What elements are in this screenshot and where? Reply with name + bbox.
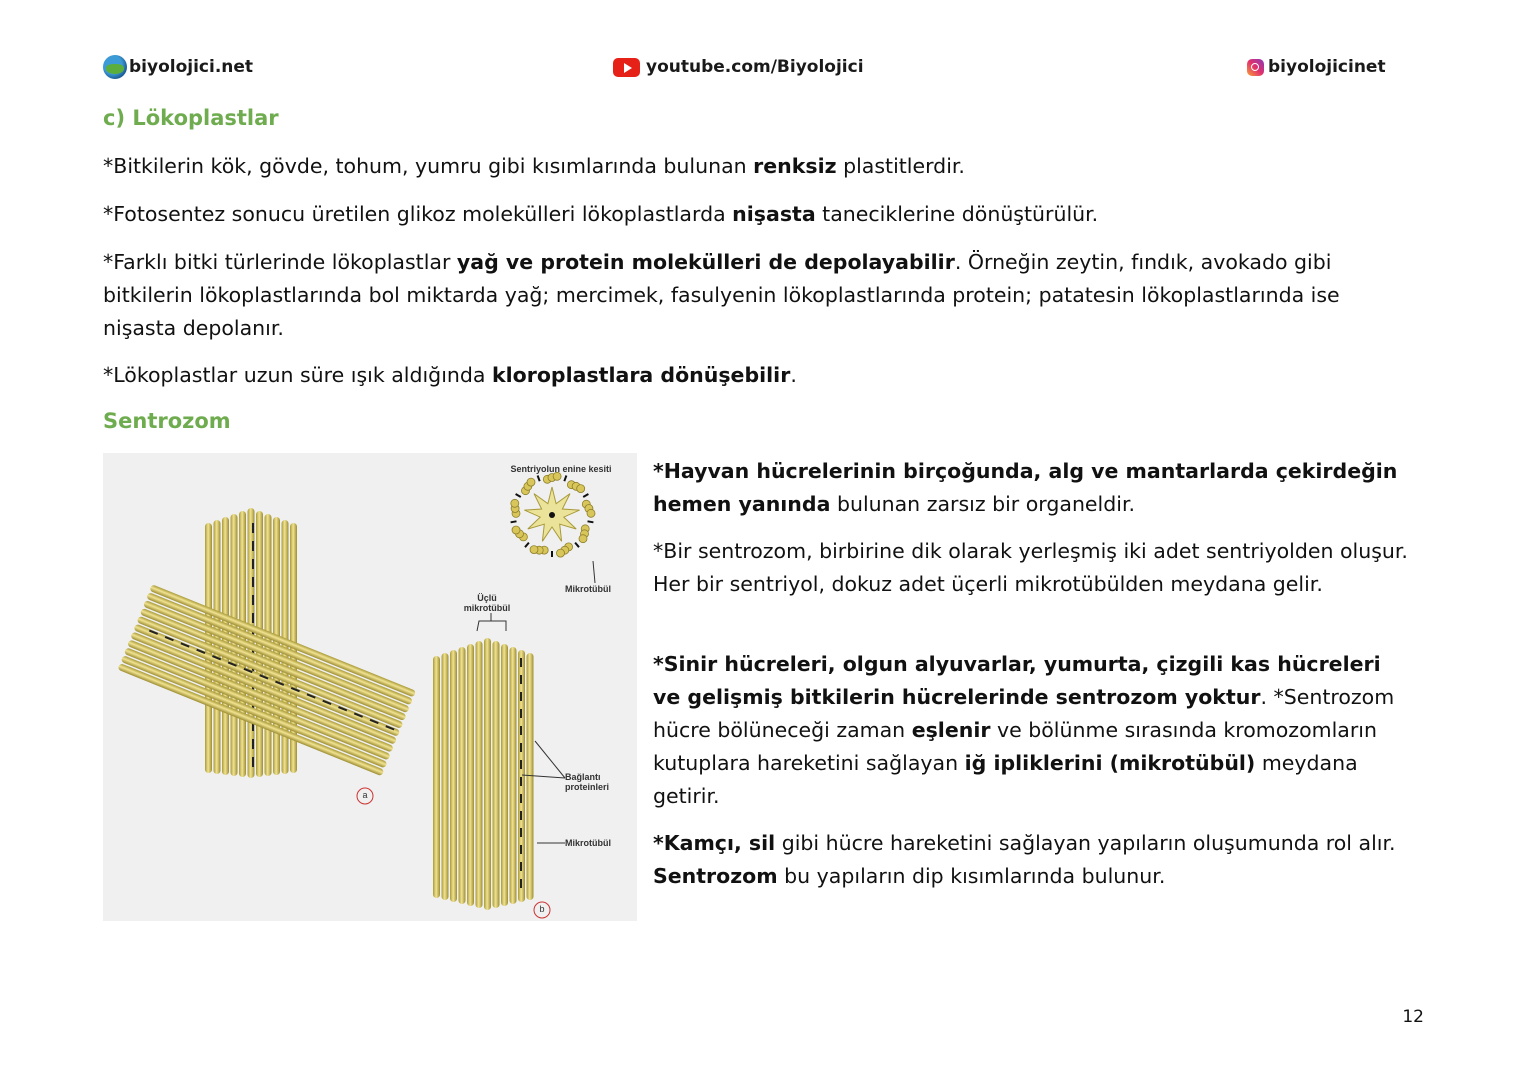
label-b: b [539, 904, 545, 914]
label-linker-proteins: Bağlantı proteinleri [565, 772, 610, 792]
text: *Fotosentez sonucu üretilen glikoz molekülleri lökoplastlarda [103, 202, 733, 226]
centriole-b [433, 638, 534, 910]
cross-section-diagram [511, 472, 595, 557]
microtubule [442, 653, 449, 900]
microtubule [433, 656, 440, 898]
paragraph-lokoplast-3 [103, 246, 1413, 345]
centriole-illustration [103, 453, 637, 921]
triplet-tubule [587, 509, 595, 517]
microtubule [459, 647, 466, 904]
paragraph-sentrozom-2: *Bir sentrozom, birbirine dik olarak yerleşmiş iki adet sentriyolden oluşur. Her bir sentriyol, dokuz adet üçerli mikrotübülden meydana gelir. [653, 539, 1408, 596]
text: bu yapıların dip kısımlarında bulunur. [777, 864, 1166, 888]
label-microtubule-top: Mikrotübül [565, 584, 611, 594]
label-cross-section: Sentriyolun enine kesiti [510, 464, 612, 474]
bold-text: renksiz [753, 154, 837, 178]
section-title-lokoplastlar: c) Lökoplastlar [103, 106, 279, 130]
text: *Farklı bitki türlerinde lökoplastlar [103, 250, 457, 274]
triplet-tubule [527, 478, 535, 486]
linker [525, 543, 529, 548]
bracket-line [477, 613, 506, 631]
linker [583, 494, 588, 497]
linker [516, 494, 521, 497]
linker [588, 521, 594, 522]
linker [511, 521, 517, 522]
bold-text: *Sinir hücreleri, olgun alyuvarlar, yumurta, çizgili kas hücreleri ve gelişmiş bitkilerin hücrelerinde sentrozom yoktur [653, 652, 1381, 709]
linker [564, 476, 566, 482]
microtubule [493, 641, 500, 908]
microtubule [501, 644, 508, 906]
bold-text: nişasta [732, 202, 816, 226]
instagram-icon [1247, 59, 1264, 76]
bold-text: Sentrozom [653, 864, 778, 888]
text: bulunan zarsız bir organeldir. [830, 492, 1136, 516]
site-link[interactable]: biyolojici.net [129, 57, 254, 77]
bold-text: kloroplastlara dönüşebilir [491, 363, 791, 387]
bold-text: *Kamçı, sil [653, 831, 776, 855]
leader-line [535, 741, 565, 778]
leader-line [593, 561, 595, 583]
header-youtube[interactable] [613, 54, 864, 80]
bold-text: *Hayvan hücrelerinin birçoğunda, alg ve mantarlarda çekirdeğin hemen yanında [653, 459, 1398, 516]
triplet-tubule [530, 546, 538, 554]
text: gibi hücre hareketini sağlayan yapıların oluşumunda rol alır. [775, 831, 1396, 855]
text: . Örneğin zeytin, fındık, avokado gibi bitkilerin lökoplastlarında bol miktarda yağ; mercimek, fasulyenin lökoplastlarında protein; patatesin lökoplastlarında ise nişasta depolanır. [103, 250, 1340, 340]
microtubule [484, 638, 491, 910]
microtubule [510, 647, 517, 904]
bold-text: yağ ve protein molekülleri de depolayabilir [456, 250, 955, 274]
bold-text: iğ ipliklerini (mikrotübül) [964, 751, 1256, 775]
linker [575, 543, 579, 548]
paragraph-lokoplast-2 [103, 198, 1413, 231]
triplet-tubule [577, 485, 585, 493]
text: plastitlerdir. [836, 154, 965, 178]
centrosome-figure [103, 453, 637, 921]
hub [549, 512, 555, 518]
text: taneciklerine dönüştürülür. [815, 202, 1099, 226]
microtubule [527, 653, 534, 900]
linker [538, 476, 540, 482]
paragraph-sentrozom-3 [653, 648, 1413, 813]
section-title-sentrozom: Sentrozom [103, 409, 231, 433]
paragraph-lokoplast-1 [103, 150, 1413, 183]
youtube-link[interactable]: youtube.com/Biyolojici [646, 57, 864, 77]
instagram-link[interactable]: biyolojicinet [1268, 57, 1386, 77]
text: *Lökoplastlar uzun süre ışık aldığında [103, 363, 492, 387]
page-number: 12 [1402, 1007, 1424, 1027]
text: ve bölünme sırasında kromozomların kutuplara hareketini sağlayan [653, 718, 1377, 775]
triplet-tubule [511, 499, 519, 507]
text: . *Sentrozom hücre bölüneceği zaman [653, 685, 1395, 742]
microtubule [476, 641, 483, 908]
microtubule [450, 650, 457, 902]
header-site[interactable] [103, 54, 253, 80]
text: . [790, 363, 797, 387]
paragraph-sentrozom-4 [653, 827, 1413, 893]
text: *Bitkilerin kök, gövde, tohum, yumru gibi kısımlarında bulunan [103, 154, 754, 178]
triplet-tubule [557, 549, 565, 557]
youtube-icon [613, 58, 640, 77]
header-instagram[interactable] [1247, 54, 1386, 80]
text: meydana getirir. [653, 751, 1358, 808]
paragraph-sentrozom-1 [653, 455, 1413, 521]
bold-text: eşlenir [911, 718, 991, 742]
paragraph-lokoplast-4 [103, 359, 1413, 392]
site-logo-icon [103, 55, 127, 79]
label-microtubule-bottom: Mikrotübül [565, 838, 611, 848]
triplet-tubule [579, 535, 587, 543]
triplet-tubule [512, 526, 520, 534]
label-a: a [362, 790, 368, 800]
microtubule [467, 644, 474, 906]
label-triplet-microtubule: Üçlü mikrotübül [463, 593, 511, 613]
